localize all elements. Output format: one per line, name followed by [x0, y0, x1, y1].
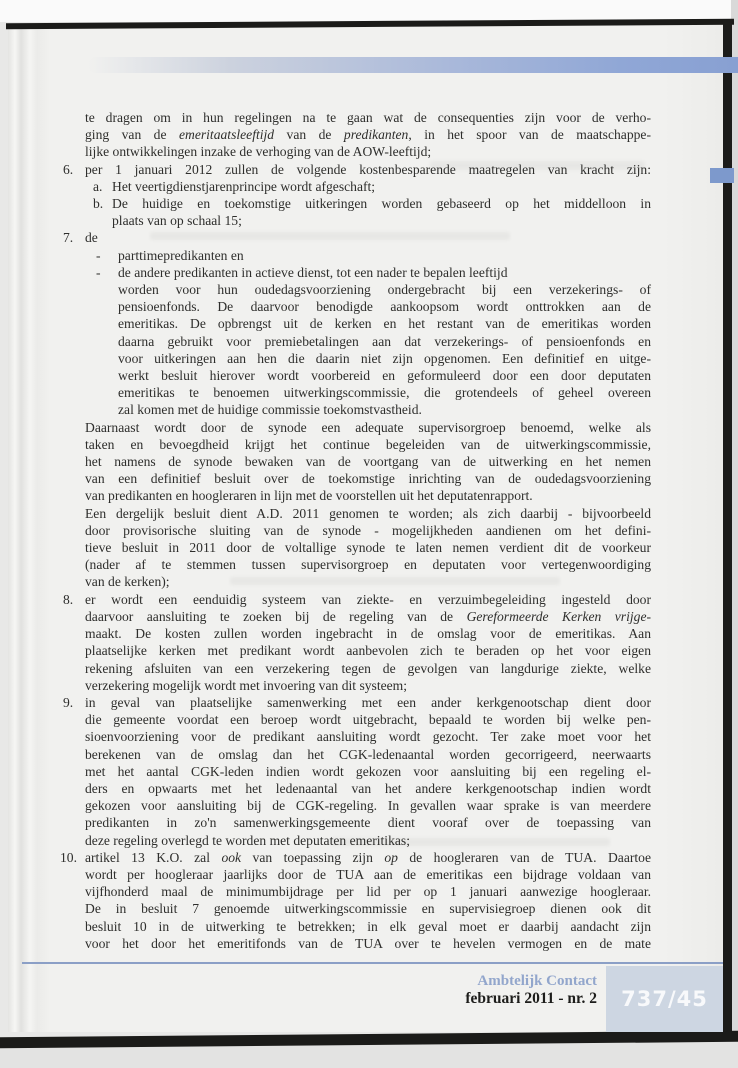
text-block [85, 195, 651, 229]
text-block [63, 161, 651, 178]
doc-line: er wordt een eenduidig systeem van ziekte- en verzuimbegeleiding ingesteld door [85, 591, 651, 607]
doc-line: ging van de emeritaatsleeftijd van de predikanten, in het spoor van de maatschappe- [85, 127, 651, 143]
footer-rule [22, 962, 723, 964]
body-text [60, 109, 651, 952]
doc-line: worden voor hun oudedagsvoorziening ondergebracht bij een verzekerings- of [118, 282, 651, 298]
doc-line: voor het door het emeritifonds van de TUA over te hevelen vermogen en de mate [85, 935, 651, 951]
doc-line: die gemeente voordat een beroep wordt uitgebracht, bepaald te worden bij welke pen- [85, 712, 651, 728]
list-marker: - [96, 264, 101, 280]
doc-line: taken en bevoegdheid krijgt het continue begeleiden van de uitwerkingscommissie, [85, 436, 651, 452]
doc-line: emeritikas. De opbrengst uit de kerken en het restant van de emeritikas worden [118, 316, 651, 332]
doc-line: door provisorische sluiting van de synode - mogelijkheden aandienen om het defini- [85, 522, 651, 538]
list-marker: - [96, 247, 101, 263]
doc-line: parttimepredikanten en [118, 247, 244, 263]
page-number-box [606, 966, 723, 1032]
footer-imprint [465, 972, 597, 1008]
text-block [63, 591, 651, 694]
doc-line: tieve besluit in 2011 door de voltallige synode te laten nemen verdient dit de voorkeur [85, 540, 651, 556]
section-edge-tab [710, 168, 734, 183]
doc-line: artikel 13 K.O. zal ook van toepassing zijn op de hoogleraren van de TUA. Daartoe [85, 849, 651, 865]
list-marker: 7. [63, 230, 74, 246]
doc-line: rekening afsluiten van een verzekering tegen de gevolgen van langdurige ziekte, welke [85, 660, 651, 676]
list-marker: 6. [63, 161, 74, 177]
doc-line: plaatselijke kerken met predikant wordt aanbevolen zich te beraden op het voor eigen [85, 643, 651, 659]
text-block [85, 419, 651, 591]
doc-line: Een dergelijk besluit dient A.D. 2011 genomen te worden; als zich daarbij - bijvoorbeeld [85, 505, 651, 521]
doc-line: voor uitkeringen aan hen die daarin niet zijn opgenomen. Een definitief en uitge- [118, 350, 651, 366]
doc-line: per 1 januari 2012 zullen de volgende kostenbesparende maatregelen van kracht zijn: [85, 161, 651, 177]
doc-line: in geval van plaatselijke samenwerking met een ander kerkgenootschap dient door [85, 694, 651, 710]
doc-line: verzekering mogelijk wordt met invoering van dit systeem; [85, 677, 408, 693]
header-accent-bar [88, 57, 738, 73]
issue-date: februari 2011 - nr. 2 [465, 990, 597, 1007]
doc-line: plaats van op schaal 15; [112, 213, 242, 229]
doc-line: daarna gebruikt voor premiebetalingen aan dat verzekerings- of pensioenfonds en [118, 333, 651, 349]
text-block [85, 264, 651, 419]
doc-line: van predikanten en hoogleraren in lijn met de voorstellen uit het deputatenrapport. [85, 488, 533, 504]
text-block [60, 849, 651, 952]
doc-line: daarvoor aansluiting te zoeken bij de regeling van de Gereformeerde Kerken vrijge- [85, 608, 651, 624]
doc-line: predikanten in zo'n samenwerkingsgemeente dient vooraf over de toepassing van [85, 815, 651, 831]
photo-background-right [731, 0, 738, 1068]
doc-line: Het veertigdienstjarenprincipe wordt afgeschaft; [112, 178, 376, 194]
text-block [85, 178, 651, 195]
magazine-title: Ambtelijk Contact [477, 973, 597, 989]
list-marker: a. [93, 178, 103, 194]
doc-line: maakt. De kosten zullen worden ingebracht in de omslag voor de emeritikas. Aan [85, 626, 651, 642]
doc-line: sioenvoorziening voor de predikant aansluiting wordt gezocht. Ter zake moet voor het [85, 729, 651, 745]
text-block [63, 694, 651, 849]
doc-line: de andere predikanten in actieve dienst, tot een nader te bepalen leeftijd [118, 264, 508, 280]
text-block [85, 109, 651, 161]
doc-line: gekozen voor aansluiting bij de CGK-regeling. In gevallen waar sprake is van meerdere [85, 798, 651, 814]
page-number: 737/45 [621, 987, 708, 1011]
doc-line: De huidige en toekomstige uitkeringen worden gebaseerd op het middelloon in [112, 196, 651, 212]
doc-line: besluit 10 in de uitwerking te betrekken; in elk geval moet er daarbij aandacht zijn [85, 918, 651, 934]
doc-line: De in besluit 7 genoemde uitwerkingscommissie en supervisiegroep dienen ook dit [85, 901, 651, 917]
list-marker: 9. [63, 694, 74, 710]
doc-line: de [85, 230, 98, 246]
text-block [85, 247, 651, 264]
doc-line: met het aantal CGK-leden indien wordt gekozen voor aansluiting bij een regeling el- [85, 763, 651, 779]
doc-line: van een definitief besluit over de toekomstige inrichting van de oudedagsvoorziening [85, 471, 651, 487]
doc-line: het namens de synode bewaken van de voortgang van de uitwerking en het nemen [85, 454, 651, 470]
doc-line: werkt besluit hierover wordt voorbereid en geformuleerd door een door deputaten [118, 368, 651, 384]
list-marker: 10. [60, 849, 77, 865]
list-marker: 8. [63, 591, 74, 607]
doc-line: lijke ontwikkelingen inzake de verhoging van de AOW-leeftijd; [85, 144, 432, 160]
doc-line: zal komen met de huidige commissie toekomstvastheid. [118, 402, 422, 418]
doc-line: emeritikas te benoemen uitwerkingscommissie, die grotendeels of geheel overeen [118, 385, 651, 401]
doc-line: (nader af te stemmen tussen supervisorgroep en deputaten voor vertegenwoordiging [85, 557, 651, 573]
doc-line: te dragen om in hun regelingen na te gaan wat de consequenties zijn voor de verho- [85, 110, 651, 125]
doc-line: wordt per hoogleraar jaarlijks door de TUA aan de emeritikas een bijdrage voldaan van [85, 866, 651, 882]
doc-line: van de kerken); [85, 574, 170, 590]
doc-line: vijfhonderd maal de minimumbijdrage per lid per op 1 januari aanwezige hoogleraar. [85, 884, 651, 900]
list-marker: b. [93, 196, 104, 212]
doc-line: berekenen van de omslag dan het CGK-ledenaantal worden gecorrigeerd, neerwaarts [85, 746, 651, 762]
doc-line: deze regeling overlegd te worden met deputaten emeritikas; [85, 832, 410, 848]
text-block [63, 229, 651, 246]
doc-line: Daarnaast wordt door de synode een adequate supervisorgroep benoemd, welke als [85, 419, 651, 435]
doc-line: pensioenfonds. De daarvoor benodigde aankoopsom wordt onttrokken aan de [118, 299, 651, 315]
doc-line: ders en opwaarts met het ledenaantal van het andere kerkgenootschap indien wordt [85, 780, 651, 796]
